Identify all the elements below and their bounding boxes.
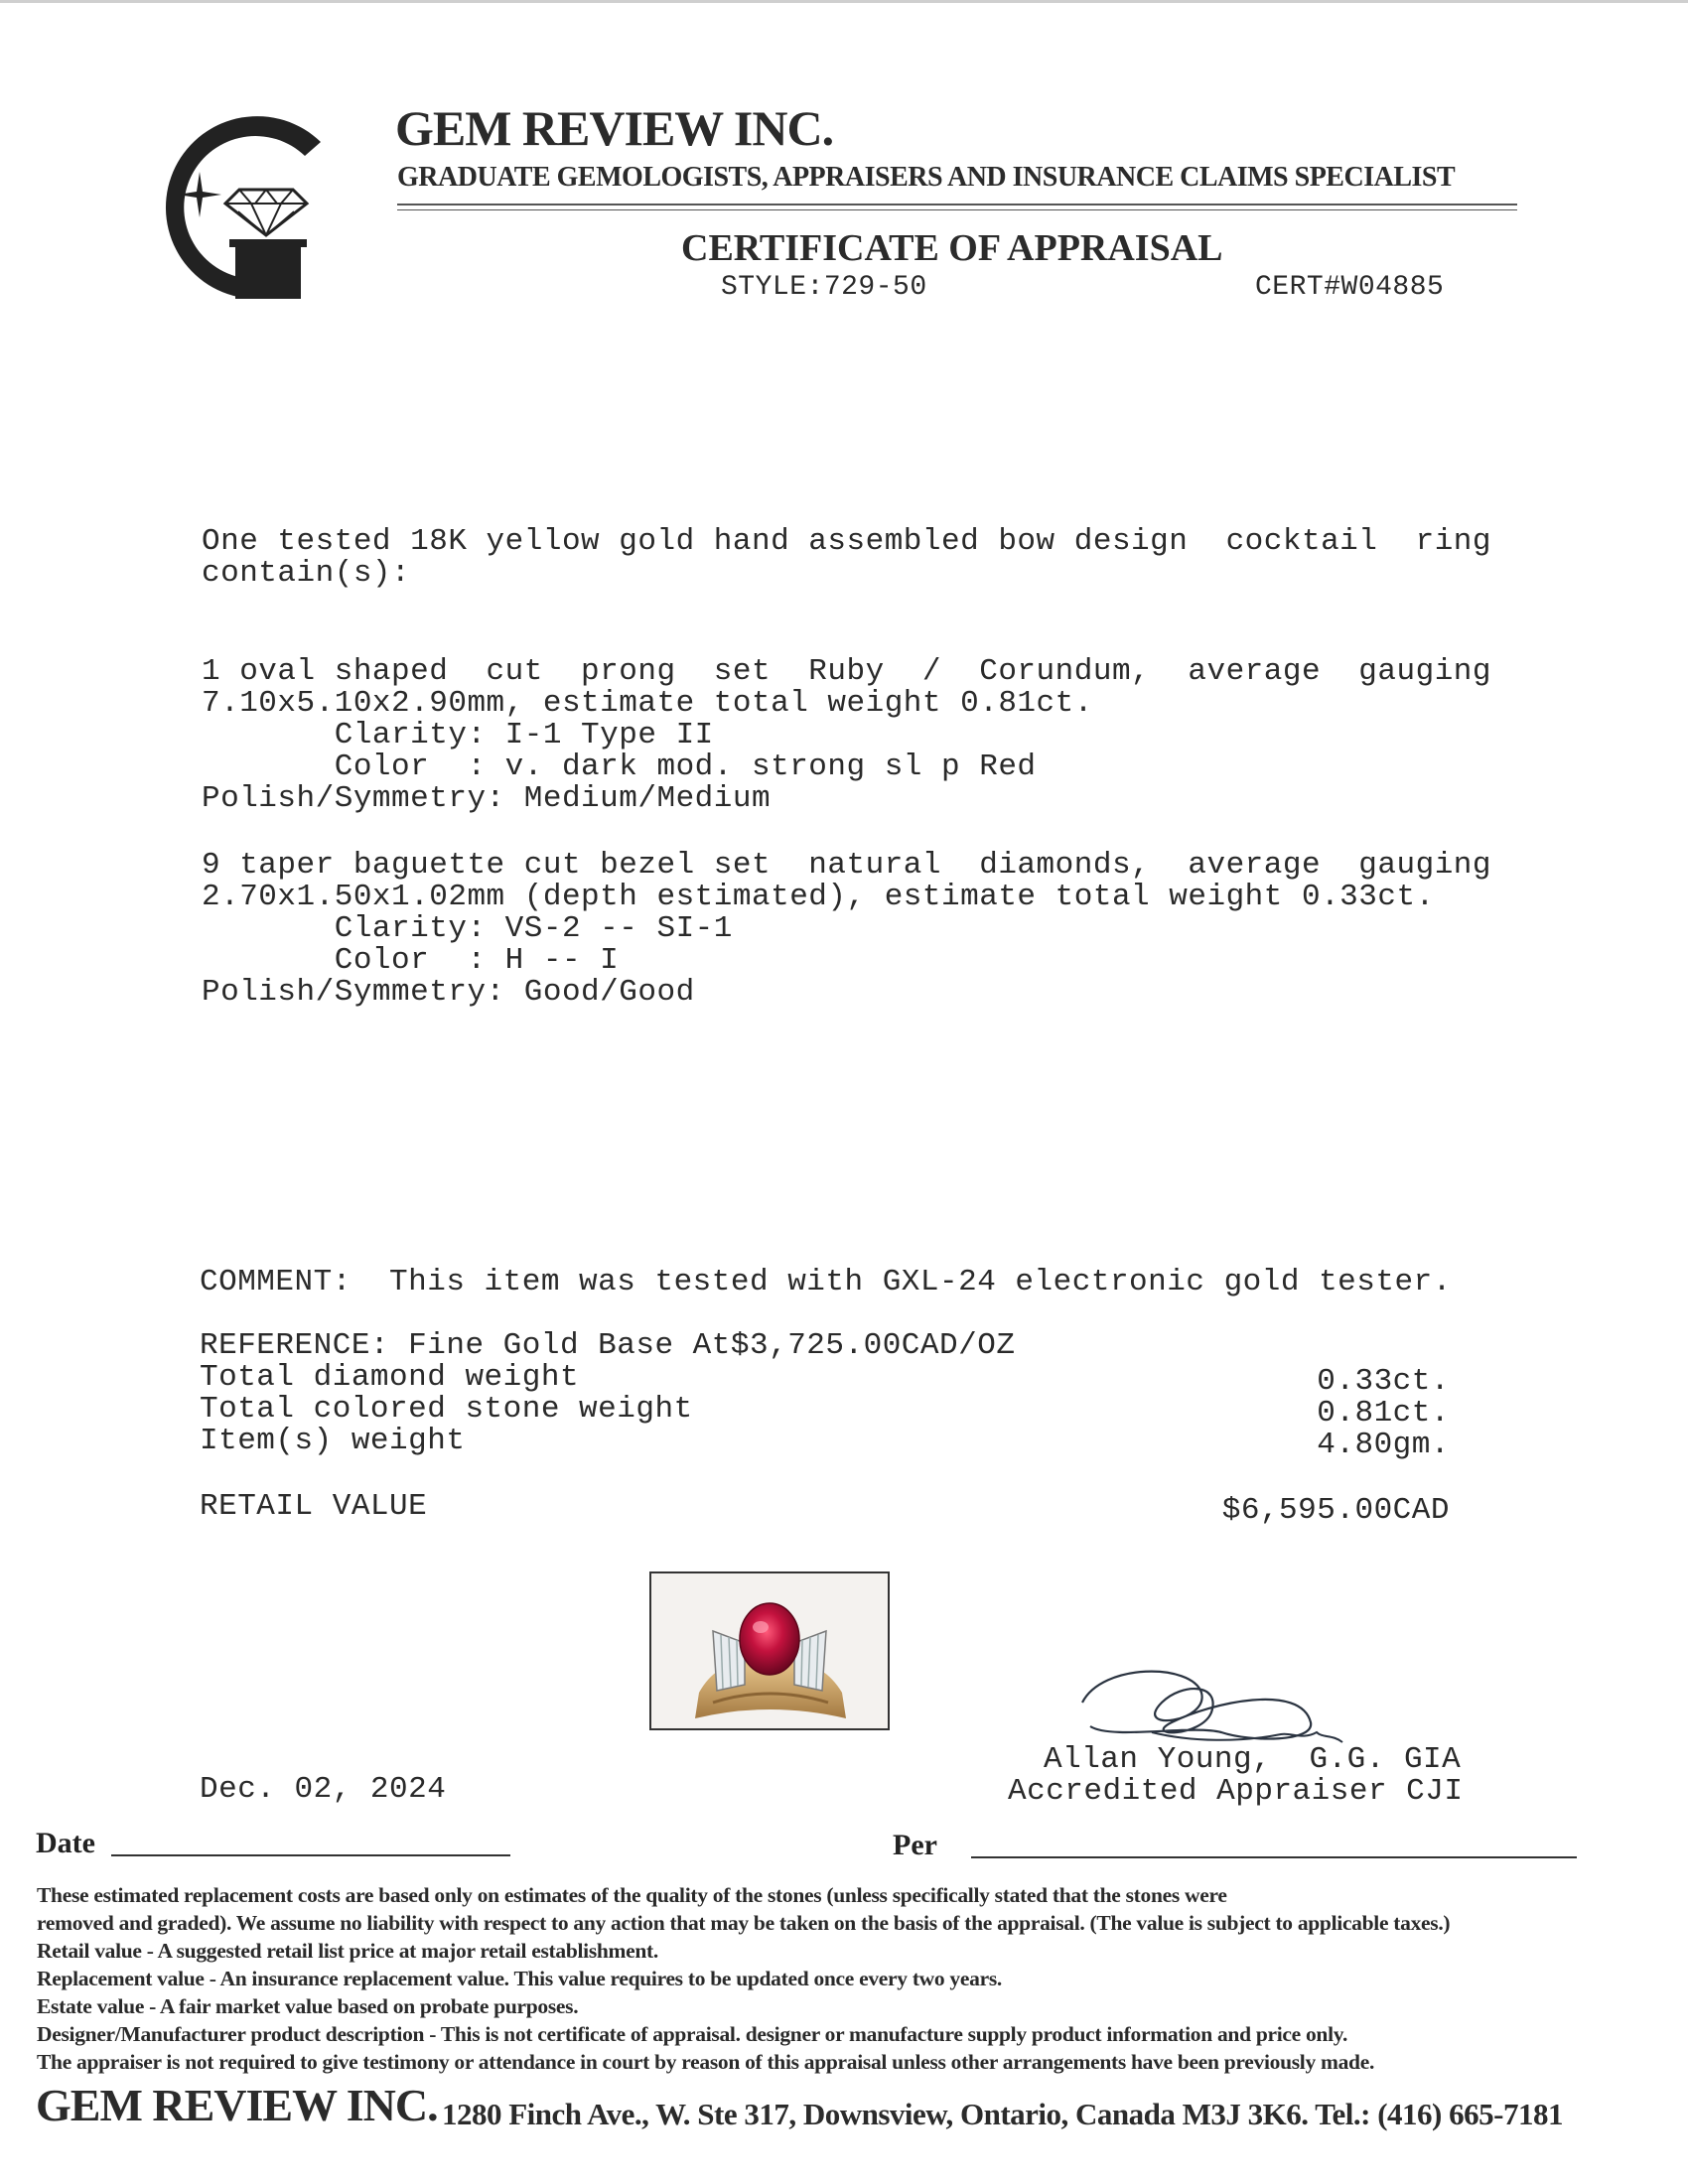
total-label: Total colored stone weight — [200, 1392, 693, 1427]
comment-line: COMMENT: This item was tested with GXL-24 electronic gold tester. — [200, 1265, 1452, 1299]
stone-description-line: 1 oval shaped cut prong set Ruby / Corundum, average gauging — [202, 654, 1492, 689]
total-value: 0.81ct. — [1317, 1396, 1450, 1431]
company-tagline: GRADUATE GEMOLOGISTS, APPRAISERS AND INSURANCE CLAIMS SPECIALIST — [397, 162, 1456, 193]
disclaimer-line: Designer/Manufacturer product description - This is not certificate of appraisal. designer or manufacture supply product information and price only. — [37, 2022, 1348, 2046]
stone-polish-symmetry: Polish/Symmetry: Medium/Medium — [202, 781, 772, 816]
stone-color: Color : v. dark mod. strong sl p Red — [202, 750, 1037, 784]
retail-value-label: RETAIL VALUE — [200, 1489, 428, 1524]
stone-description-line: 9 taper baguette cut bezel set natural diamonds, average gauging — [202, 848, 1492, 883]
company-name: GEM REVIEW INC. — [395, 100, 834, 156]
total-value: 4.80gm. — [1317, 1428, 1450, 1462]
disclaimer-line: removed and graded). We assume no liability with respect to any action that may be taken on the basis of the appraisal. (The value is subject to applicable taxes.) — [37, 1911, 1451, 1935]
stone-color: Color : H -- I — [202, 943, 620, 978]
appraiser-title: Accredited Appraiser CJI — [1008, 1774, 1464, 1809]
top-edge-line — [0, 0, 1688, 3]
per-fill-line — [971, 1856, 1577, 1858]
disclaimer-line: Estate value - A fair market value based on probate purposes. — [37, 1994, 579, 2018]
ruby-ring-photo — [649, 1571, 890, 1730]
header-rule — [397, 204, 1517, 205]
item-description-line: contain(s): — [202, 556, 411, 591]
retail-value-amount: $6,595.00CAD — [1221, 1493, 1450, 1528]
certificate-title: CERTIFICATE OF APPRAISAL — [681, 227, 1223, 269]
reference-line: REFERENCE: Fine Gold Base At$3,725.00CAD/OZ — [200, 1328, 1016, 1363]
item-description-line: One tested 18K yellow gold hand assembled bow design cocktail ring — [202, 524, 1492, 559]
disclaimer-line: The appraiser is not required to give testimony or attendance in court by reason of this appraisal unless other arrangements have been previously made. — [37, 2050, 1375, 2074]
date-label: Date — [36, 1827, 95, 1859]
stone-clarity: Clarity: I-1 Type II — [202, 718, 714, 752]
style-number: STYLE:729-50 — [721, 272, 927, 303]
stone-polish-symmetry: Polish/Symmetry: Good/Good — [202, 975, 695, 1010]
stone-description-line: 2.70x1.50x1.02mm (depth estimated), estimate total weight 0.33ct. — [202, 880, 1435, 914]
disclaimer-line: These estimated replacement costs are based only on estimates of the quality of the stones (unless specifically stated that the stones were — [37, 1883, 1227, 1907]
stone-description-line: 7.10x5.10x2.90mm, estimate total weight 0.81ct. — [202, 686, 1093, 721]
certificate-number: CERT#W04885 — [1255, 272, 1445, 303]
total-label: Total diamond weight — [200, 1360, 580, 1395]
footer-company-name: GEM REVIEW INC. — [36, 2080, 438, 2130]
stone-clarity: Clarity: VS-2 -- SI-1 — [202, 911, 733, 946]
appraiser-name: Allan Young, G.G. GIA — [1044, 1742, 1462, 1777]
total-value: 0.33ct. — [1317, 1364, 1450, 1399]
per-label: Per — [893, 1829, 937, 1861]
disclaimer-line: Retail value - A suggested retail list price at major retail establishment. — [37, 1939, 658, 1963]
date-fill-line — [111, 1854, 510, 1856]
gem-g-logo-icon — [144, 104, 333, 303]
total-label: Item(s) weight — [200, 1424, 466, 1458]
date-value: Dec. 02, 2024 — [200, 1772, 447, 1807]
footer-address: 1280 Finch Ave., W. Ste 317, Downsview, Ontario, Canada M3J 3K6. Tel.: (416) 665-7181 — [442, 2097, 1563, 2131]
header-rule — [397, 209, 1517, 210]
disclaimer-line: Replacement value - An insurance replacement value. This value requires to be updated once every two years. — [37, 1967, 1002, 1990]
